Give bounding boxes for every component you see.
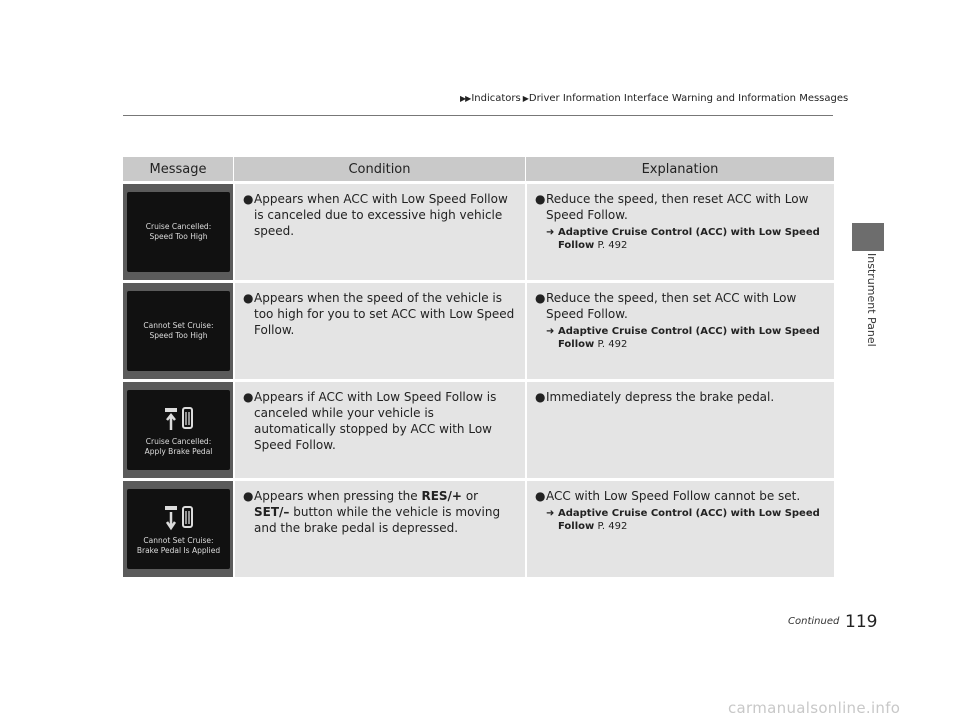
message-screen	[127, 192, 230, 272]
breadcrumb-arrow-icon: ▶▶	[460, 94, 471, 103]
screen-line-1: Cruise Cancelled:	[145, 222, 212, 231]
bullet-icon: ●	[535, 291, 546, 305]
cross-reference[interactable]	[546, 226, 826, 252]
explanation-cell	[525, 283, 834, 379]
bullet-icon: ●	[535, 192, 546, 206]
condition-text: Appears when pressing the RES/+ or SET/– button while the vehicle is moving and the brake pedal is depressed.	[254, 489, 501, 535]
watermark: carmanualsonline.info	[728, 699, 901, 717]
explanation-cell	[525, 382, 834, 478]
condition-text: Appears when the speed of the vehicle is too high for you to set ACC with Low Speed Follow.	[254, 291, 515, 337]
bullet-icon: ●	[243, 489, 254, 503]
message-screen	[127, 489, 230, 569]
screen-line-1: Cannot Set Cruise:	[143, 535, 214, 545]
reference-page[interactable]: P. 492	[597, 240, 628, 251]
reference-page[interactable]: P. 492	[597, 339, 628, 350]
reference-arrow-icon: ➜	[546, 326, 555, 337]
explanation-cell	[525, 184, 834, 280]
header-explanation: Explanation	[525, 157, 834, 181]
breadcrumb	[460, 93, 848, 104]
screen-line-1: Cannot Set Cruise:	[143, 321, 214, 330]
table-row	[123, 283, 834, 379]
bullet-icon: ●	[243, 390, 254, 404]
reference-arrow-icon: ➜	[546, 508, 555, 519]
breadcrumb-arrow-icon: ▶	[522, 94, 528, 103]
reference-title[interactable]: Adaptive Cruise Control (ACC) with Low Speed Follow	[558, 326, 820, 350]
reference-arrow-icon: ➜	[546, 227, 555, 238]
explanation-text: Reduce the speed, then set ACC with Low Speed Follow.	[546, 291, 797, 321]
explanation-text: Immediately depress the brake pedal.	[546, 390, 775, 404]
condition-cell	[233, 184, 525, 280]
screen-line-2: Speed Too High	[149, 331, 208, 340]
message-screen-cell	[123, 382, 233, 478]
screen-line-2: Brake Pedal Is Applied	[136, 545, 221, 555]
header-message: Message	[123, 157, 233, 181]
condition-cell	[233, 481, 525, 577]
breadcrumb-part-1[interactable]: Indicators	[471, 93, 521, 104]
screen-line-1: Cruise Cancelled:	[145, 436, 212, 446]
brake-pedal-icon	[159, 404, 199, 434]
table-row	[123, 481, 834, 577]
condition-cell	[233, 283, 525, 379]
bullet-icon: ●	[243, 291, 254, 305]
message-screen-cell	[123, 481, 233, 577]
brake-pedal-applied-icon	[159, 503, 199, 533]
reference-title[interactable]: Adaptive Cruise Control (ACC) with Low Speed Follow	[558, 227, 820, 251]
bullet-icon: ●	[243, 192, 254, 206]
cross-reference[interactable]	[546, 507, 826, 533]
page-number: 119	[845, 612, 878, 632]
reference-page[interactable]: P. 492	[597, 521, 628, 532]
side-tab-label: Instrument Panel	[865, 253, 878, 347]
message-screen	[127, 291, 230, 371]
condition-text: Appears when ACC with Low Speed Follow is canceled due to excessive high vehicle speed.	[254, 192, 508, 238]
explanation-text: Reduce the speed, then reset ACC with Low Speed Follow.	[546, 192, 809, 222]
bullet-icon: ●	[535, 390, 546, 404]
screen-line-2: Speed Too High	[149, 232, 208, 241]
continued-label: Continued	[788, 616, 840, 627]
table-row	[123, 382, 834, 478]
message-screen-cell	[123, 283, 233, 379]
condition-text: Appears if ACC with Low Speed Follow is canceled while your vehicle is automatically stopped by ACC with Low Speed Follow.	[254, 390, 497, 452]
message-table	[123, 157, 834, 577]
screen-line-2: Apply Brake Pedal	[144, 446, 213, 456]
breadcrumb-part-2[interactable]: Driver Information Interface Warning and Information Messages	[528, 93, 849, 104]
explanation-text: ACC with Low Speed Follow cannot be set.	[546, 489, 801, 503]
section-tab	[852, 223, 884, 251]
res-button-label: RES/+	[421, 489, 462, 503]
reference-title[interactable]: Adaptive Cruise Control (ACC) with Low Speed Follow	[558, 508, 820, 532]
header-condition: Condition	[233, 157, 525, 181]
bullet-icon: ●	[535, 489, 546, 503]
condition-cell	[233, 382, 525, 478]
message-screen	[127, 390, 230, 470]
message-screen-cell	[123, 184, 233, 280]
explanation-cell	[525, 481, 834, 577]
cross-reference[interactable]	[546, 325, 826, 351]
table-row	[123, 184, 834, 280]
set-button-label: SET/–	[254, 505, 290, 519]
header-rule	[123, 115, 833, 116]
